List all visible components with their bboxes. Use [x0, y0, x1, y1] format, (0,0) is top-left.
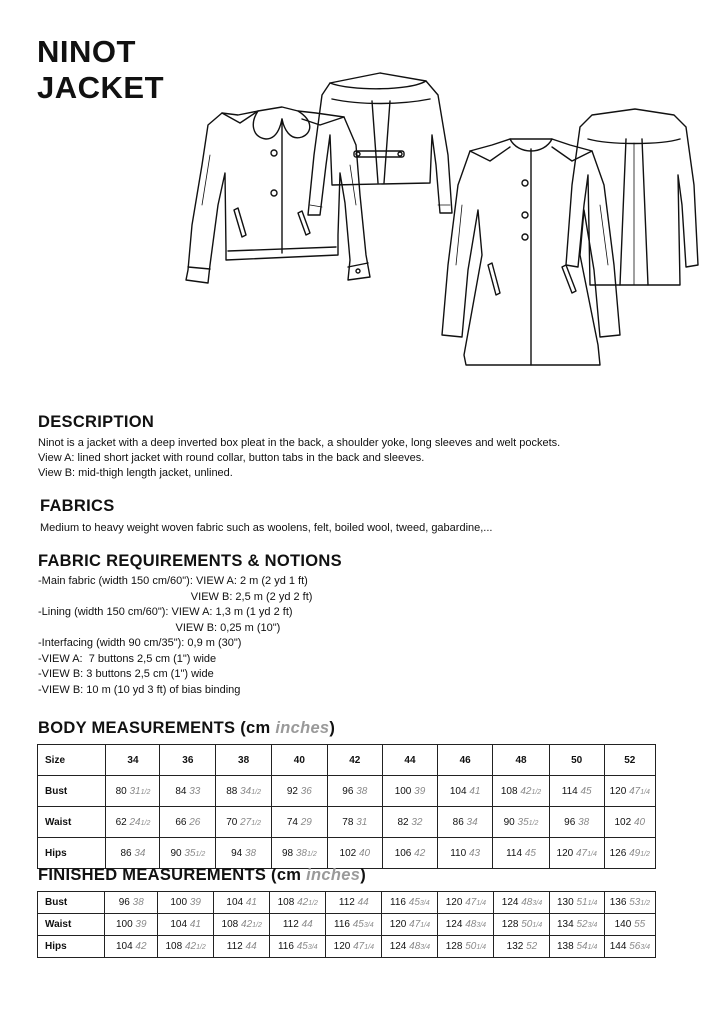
measurement-cell: [438, 914, 494, 936]
body-measurements-table: [37, 744, 656, 869]
measurement-cell: [382, 838, 437, 869]
cm-value: 66: [175, 816, 187, 828]
cm-value: 70: [226, 816, 238, 828]
inch-fraction: 1/2: [251, 788, 261, 796]
cm-value: 62: [115, 816, 127, 828]
inch-value: 39: [135, 919, 147, 930]
cm-value: 96: [342, 785, 354, 797]
row-label: Waist: [38, 914, 105, 936]
cm-value: 102: [339, 847, 357, 859]
row-label: Bust: [38, 776, 106, 807]
measurement-cell: [549, 838, 604, 869]
heading-inches: inches: [306, 866, 361, 884]
measurement-cell: [494, 936, 550, 958]
heading-inches: inches: [275, 719, 330, 737]
heading-main: BODY MEASUREMENTS (cm: [38, 719, 276, 737]
measurement-cell: [326, 914, 382, 936]
inch-value: 31: [356, 816, 368, 828]
measurement-cell: [216, 776, 272, 807]
inch-value: 33: [189, 785, 201, 797]
inch-value: 44: [357, 897, 369, 908]
inch-value: 41: [189, 919, 201, 930]
cm-value: 86: [452, 816, 464, 828]
measurement-cell: [327, 807, 382, 838]
inch-fraction: 1/4: [420, 922, 431, 929]
cm-value: 124: [501, 897, 519, 908]
cm-value: 102: [614, 816, 632, 828]
measurement-cell: [106, 838, 160, 869]
inch-value: 38: [132, 897, 144, 908]
cm-value: 90: [503, 816, 515, 828]
inch-value: 34: [134, 847, 146, 859]
inch-fraction: 1/4: [532, 922, 543, 929]
cm-value: 78: [342, 816, 354, 828]
inch-value: 45: [524, 847, 536, 859]
measurement-cell: [604, 892, 655, 914]
measurement-cell: [550, 936, 604, 958]
heading-close: ): [360, 866, 367, 884]
row-label: Waist: [38, 807, 106, 838]
inch-value: 42: [241, 919, 253, 930]
requirement-line: -VIEW B: 3 buttons 2,5 cm (1") wide: [38, 668, 214, 680]
measurement-cell: [493, 807, 550, 838]
size-header: 34: [106, 745, 160, 776]
inch-value: 42: [297, 897, 309, 908]
illustrations: [180, 55, 700, 380]
requirement-line: -VIEW B: 10 m (10 yd 3 ft) of bias binding: [38, 683, 241, 696]
requirement-line: -VIEW A: 7 buttons 2,5 cm (1") wide: [38, 652, 217, 665]
measurement-cell: [270, 936, 326, 958]
inch-fraction: 3/4: [363, 922, 374, 929]
cm-value: 116: [334, 919, 350, 930]
row-label: Bust: [38, 892, 105, 914]
inch-fraction: 1/2: [252, 922, 262, 929]
description-heading: DESCRIPTION: [38, 413, 155, 431]
inch-value: 48: [521, 897, 533, 908]
cm-value: 96: [118, 897, 130, 908]
inch-value: 34: [466, 816, 478, 828]
inch-fraction: 1/2: [307, 850, 317, 858]
view-a-back-illustration: [308, 73, 452, 215]
measurement-cell: [493, 838, 550, 869]
cm-value: 100: [394, 785, 412, 797]
size-header: 50: [549, 745, 604, 776]
cm-value: 104: [170, 919, 188, 930]
cm-value: 120: [333, 941, 351, 952]
inch-value: 38: [356, 785, 368, 797]
cm-value: 104: [115, 941, 133, 952]
inch-value: 42: [184, 941, 197, 952]
cm-value: 126: [609, 847, 627, 859]
measurement-cell: [604, 776, 655, 807]
finished-measurements-heading: [38, 866, 366, 885]
measurement-cell: [158, 936, 214, 958]
size-label: Size: [38, 745, 106, 776]
measurement-cell: [550, 892, 604, 914]
fabrics-heading: FABRICS: [40, 497, 115, 515]
inch-fraction: 1/4: [587, 850, 597, 858]
inch-fraction: 3/4: [476, 922, 487, 929]
view-a-front-illustration: [186, 107, 370, 283]
inch-value: 35: [517, 816, 529, 828]
requirement-line: -Main fabric (width 150 cm/60"): VIEW A: 2 m (2 yd 1 ft): [38, 575, 308, 587]
measurement-cell: [106, 776, 160, 807]
measurement-cell: [105, 936, 158, 958]
inch-value: 54: [576, 941, 588, 952]
inch-value: 47: [465, 897, 477, 908]
cm-value: 106: [394, 847, 412, 859]
cm-value: 130: [556, 897, 574, 908]
size-header: 40: [271, 745, 327, 776]
cm-value: 136: [609, 897, 627, 908]
inch-value: 42: [520, 785, 532, 797]
inch-value: 38: [245, 847, 257, 859]
inch-value: 55: [634, 919, 646, 930]
measurement-cell: [327, 838, 382, 869]
cm-value: 138: [556, 941, 574, 952]
measurement-cell: [271, 776, 327, 807]
measurement-cell: [105, 914, 158, 936]
description-line: Ninot is a jacket with a deep inverted box pleat in the back, a shoulder yoke, long sleeves and welt pockets.: [38, 437, 561, 449]
inch-value: 50: [521, 919, 533, 930]
cm-value: 108: [165, 941, 183, 952]
measurement-cell: [438, 936, 494, 958]
inch-fraction: 1/4: [587, 944, 598, 951]
cm-value: 100: [170, 897, 188, 908]
inch-fraction: 1/2: [640, 900, 651, 907]
measurement-cell: [604, 807, 655, 838]
measurement-cell: [270, 892, 326, 914]
measurement-cell: [105, 892, 158, 914]
measurement-cell: [382, 936, 438, 958]
row-label: Hips: [38, 838, 106, 869]
size-header: 46: [438, 745, 493, 776]
cm-value: 128: [501, 919, 519, 930]
cm-value: 124: [389, 941, 407, 952]
inch-value: 49: [629, 847, 641, 859]
inch-fraction: 1/4: [640, 788, 650, 796]
measurement-cell: [270, 914, 326, 936]
inch-fraction: 1/2: [140, 788, 151, 796]
table-row: [38, 838, 656, 869]
cm-value: 90: [170, 847, 182, 859]
inch-value: 44: [245, 941, 257, 952]
inch-value: 53: [629, 897, 641, 908]
inch-fraction: 3/4: [420, 944, 431, 951]
inch-fraction: 1/4: [587, 900, 598, 907]
cm-value: 88: [226, 785, 238, 797]
body-measurements-heading: [38, 719, 335, 738]
measurement-cell: [216, 807, 272, 838]
inch-value: 26: [189, 816, 201, 828]
inch-value: 24: [129, 816, 141, 828]
inch-value: 45: [352, 919, 364, 930]
inch-fraction: 1/2: [528, 819, 539, 827]
size-header-row: [38, 745, 656, 776]
inch-value: 47: [629, 785, 641, 797]
inch-fraction: 3/4: [307, 944, 318, 951]
cm-value: 114: [561, 785, 578, 797]
table-row: [38, 936, 656, 958]
inch-value: 47: [575, 847, 588, 859]
measurement-cell: [604, 838, 655, 869]
inch-value: 52: [576, 919, 588, 930]
measurement-cell: [493, 776, 550, 807]
cm-value: 134: [556, 919, 574, 930]
measurement-cell: [494, 892, 550, 914]
inch-fraction: 3/4: [532, 900, 543, 907]
measurement-cell: [160, 807, 216, 838]
cm-value: 108: [500, 785, 518, 797]
cm-value: 96: [564, 816, 576, 828]
inch-value: 39: [414, 785, 426, 797]
cm-value: 104: [226, 897, 244, 908]
inch-fraction: 3/4: [419, 900, 430, 907]
cm-value: 120: [609, 785, 627, 797]
inch-fraction: 1/4: [364, 944, 374, 951]
requirement-line: VIEW B: 0,25 m (10"): [38, 621, 281, 634]
inch-fraction: 1/4: [476, 944, 487, 951]
measurement-cell: [216, 838, 272, 869]
inch-value: 38: [578, 816, 590, 828]
inch-value: 35: [184, 847, 196, 859]
inch-value: 29: [300, 816, 312, 828]
measurement-cell: [326, 892, 382, 914]
inch-value: 48: [409, 941, 421, 952]
inch-value: 34: [240, 785, 252, 797]
measurement-cell: [382, 776, 437, 807]
measurement-cell: [214, 914, 270, 936]
inch-value: 43: [468, 847, 481, 859]
inch-fraction: 1/2: [251, 819, 261, 827]
measurement-cell: [271, 807, 327, 838]
view-b-front-illustration: [442, 139, 620, 365]
cm-value: 110: [450, 847, 467, 859]
measurement-cell: [438, 776, 493, 807]
measurement-cell: [382, 892, 438, 914]
cm-value: 132: [506, 941, 524, 952]
inch-fraction: 1/2: [140, 819, 151, 827]
inch-value: 39: [189, 897, 201, 908]
measurement-cell: [271, 838, 327, 869]
inch-fraction: 3/4: [587, 922, 598, 929]
inch-value: 38: [295, 847, 307, 859]
inch-value: 31: [129, 785, 141, 797]
inch-value: 51: [576, 897, 588, 908]
cm-value: 140: [614, 919, 632, 930]
size-header: 42: [327, 745, 382, 776]
size-header: 36: [160, 745, 216, 776]
measurement-cell: [214, 936, 270, 958]
cm-value: 112: [282, 919, 299, 930]
measurement-cell: [549, 776, 604, 807]
cm-value: 120: [556, 847, 574, 859]
cm-value: 92: [286, 785, 298, 797]
inch-value: 52: [526, 941, 538, 952]
inch-value: 47: [353, 941, 365, 952]
cm-value: 112: [338, 897, 355, 908]
size-header: 48: [493, 745, 550, 776]
measurement-cell: [327, 776, 382, 807]
cm-value: 94: [231, 847, 243, 859]
measurement-cell: [214, 892, 270, 914]
inch-fraction: 1/4: [476, 900, 487, 907]
inch-value: 44: [301, 919, 313, 930]
inch-value: 42: [135, 941, 147, 952]
cm-value: 100: [115, 919, 133, 930]
inch-value: 45: [408, 897, 420, 908]
requirement-line: VIEW B: 2,5 m (2 yd 2 ft): [38, 590, 313, 603]
inch-fraction: 1/2: [531, 788, 542, 796]
measurement-cell: [158, 892, 214, 914]
cm-value: 112: [226, 941, 243, 952]
title-line-2: JACKET: [37, 70, 165, 105]
measurement-cell: [438, 838, 493, 869]
title-line-1: NINOT: [37, 34, 136, 69]
inch-value: 50: [465, 941, 477, 952]
inch-value: 45: [580, 785, 592, 797]
cm-value: 104: [449, 785, 467, 797]
measurement-cell: [438, 892, 494, 914]
cm-value: 86: [120, 847, 132, 859]
heading-main: FINISHED MEASUREMENTS (cm: [38, 866, 307, 884]
table-row: [38, 807, 656, 838]
cm-value: 128: [445, 941, 463, 952]
inch-value: 40: [358, 847, 371, 859]
size-header: 38: [216, 745, 272, 776]
size-header: 52: [604, 745, 655, 776]
measurement-cell: [160, 776, 216, 807]
inch-fraction: 1/2: [640, 850, 650, 858]
heading-close: ): [329, 719, 336, 737]
row-label: Hips: [38, 936, 105, 958]
cm-value: 116: [277, 941, 294, 952]
inch-value: 41: [469, 785, 481, 797]
measurement-cell: [550, 914, 604, 936]
inch-value: 32: [411, 816, 423, 828]
inch-fraction: 3/4: [640, 944, 651, 951]
inch-fraction: 1/2: [308, 900, 318, 907]
requirements-heading: FABRIC REQUIREMENTS & NOTIONS: [38, 552, 342, 570]
measurement-cell: [326, 936, 382, 958]
measurement-cell: [604, 936, 655, 958]
cm-value: 116: [390, 897, 406, 908]
cm-value: 80: [115, 785, 127, 797]
measurement-cell: [438, 807, 493, 838]
cm-value: 108: [221, 919, 239, 930]
cm-value: 108: [277, 897, 295, 908]
inch-value: 47: [409, 919, 421, 930]
inch-value: 48: [465, 919, 477, 930]
description-text: [38, 436, 560, 481]
cm-value: 84: [175, 785, 187, 797]
measurement-cell: [604, 914, 655, 936]
cm-value: 120: [445, 897, 463, 908]
measurement-cell: [158, 914, 214, 936]
view-b-back-illustration: [566, 109, 698, 285]
size-header: 44: [382, 745, 437, 776]
description-line: View B: mid-thigh length jacket, unlined.: [38, 467, 233, 479]
table-row: [38, 776, 656, 807]
measurement-cell: [382, 914, 438, 936]
inch-value: 27: [240, 816, 252, 828]
cm-value: 120: [389, 919, 407, 930]
inch-value: 56: [629, 941, 641, 952]
cm-value: 82: [397, 816, 409, 828]
measurement-cell: [549, 807, 604, 838]
inch-value: 36: [300, 785, 312, 797]
inch-value: 41: [245, 897, 257, 908]
cm-value: 124: [445, 919, 463, 930]
measurement-cell: [494, 914, 550, 936]
cm-value: 74: [286, 816, 298, 828]
inch-fraction: 1/2: [196, 944, 206, 951]
requirements-list: [38, 574, 312, 698]
cm-value: 114: [506, 847, 523, 859]
measurement-cell: [160, 838, 216, 869]
measurement-cell: [382, 807, 437, 838]
inch-value: 40: [633, 816, 646, 828]
inch-value: 45: [296, 941, 308, 952]
cm-value: 144: [609, 941, 627, 952]
finished-measurements-table: [37, 891, 656, 958]
table-row: [38, 914, 656, 936]
fabrics-text: Medium to heavy weight woven fabric such as woolens, felt, boiled wool, tweed, gabardine,...: [40, 522, 493, 534]
pattern-title: [37, 34, 164, 106]
requirement-line: -Interfacing (width 90 cm/35"): 0,9 m (30"): [38, 637, 242, 649]
description-line: View A: lined short jacket with round collar, button tabs in the back and sleeves.: [38, 452, 425, 464]
requirement-line: -Lining (width 150 cm/60"): VIEW A: 1,3 m (1 yd 2 ft): [38, 606, 293, 618]
table-row: [38, 892, 656, 914]
inch-fraction: 1/2: [195, 850, 206, 858]
cm-value: 98: [281, 847, 294, 859]
inch-value: 42: [414, 847, 426, 859]
measurement-cell: [106, 807, 160, 838]
